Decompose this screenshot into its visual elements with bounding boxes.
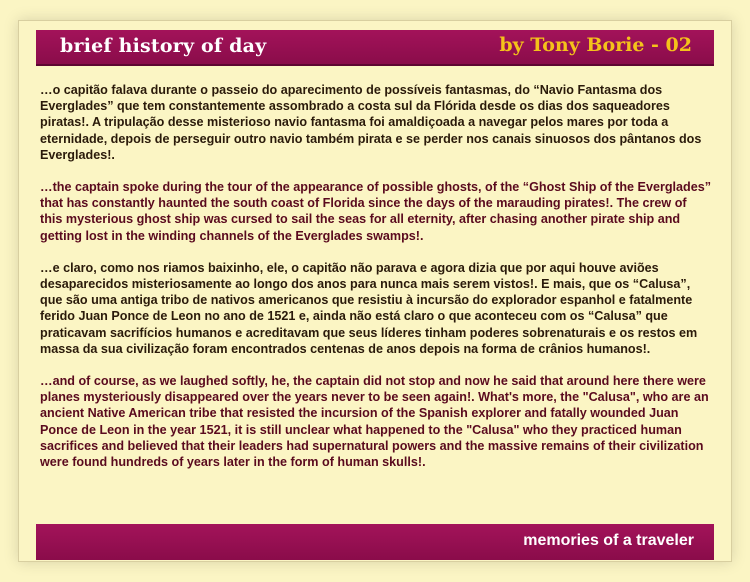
paragraph-english-1: …the captain spoke during the tour of the appearance of possible ghosts, of the “Ghost Ship of the Everglades” that has constantly haunted the south coast of Florida since the days of the marauding pirates!. The crew of this mysterious ghost ship was cursed to sail the seas for all eternity, after chasing another pirate ship and getting lost in the winding channels of the Everglades swamps!. — [40, 180, 712, 243]
header-banner — [36, 30, 714, 66]
footer-banner — [36, 524, 714, 560]
article-body — [40, 82, 712, 486]
page-title: brief history of day — [60, 35, 267, 57]
author-byline: by Tony Borie - 02 — [499, 34, 692, 56]
paragraph-portuguese-2: …e claro, como nos riamos baixinho, ele, o capitão não parava e agora dizia que por aqui houve aviões desaparecidos misteriosamente ao longo dos anos para nunca mais serem vistos!. E mais, que os “Calusa”, que são uma antiga tribo de nativos americanos que resistiu à incursão do explorador espanhol e fatalmente ferido Juan Ponce de Leon no ano de 1521 e, ainda não está claro o que aconteceu com os “Calusa” que praticavam sacrifícios humanos e acreditavam que seus líderes tinham poderes sobrenaturais e os restos em massa da sua civilização foram encontrados centenas de anos depois na forma de crânios humanos!. — [40, 260, 698, 356]
paragraph-english-2: …and of course, as we laughed softly, he, the captain did not stop and now he said that around here there were planes mysteriously disappeared over the years never to be seen again!. What's more, the "Calusa", who are an ancient Native American tribe that resisted the incursion of the Spanish explorer and fatally wounded Juan Ponce de Leon in the year 1521, it is still unclear what happened to the "Calusa" who they practiced human sacrifices and believed that their leaders had supernatural powers and the massive remains of their civilization were found hundreds of years later in the form of human skulls!. — [40, 374, 709, 470]
footer-caption: memories of a traveler — [523, 532, 694, 549]
paragraph-portuguese-1: …o capitão falava durante o passeio do aparecimento de possíveis fantasmas, do “Navio Fantasma dos Everglades” que tem constantemente assombrado a costa sul da Flórida desde os dias dos saqueadores piratas!. A tripulação desse misterioso navio fantasma foi amaldiçoada a navegar pelos mares por toda a eternidade, depois de perseguir outro navio também pirata e se perder nos canais sinuosos dos pântanos dos Everglades!. — [40, 83, 702, 162]
